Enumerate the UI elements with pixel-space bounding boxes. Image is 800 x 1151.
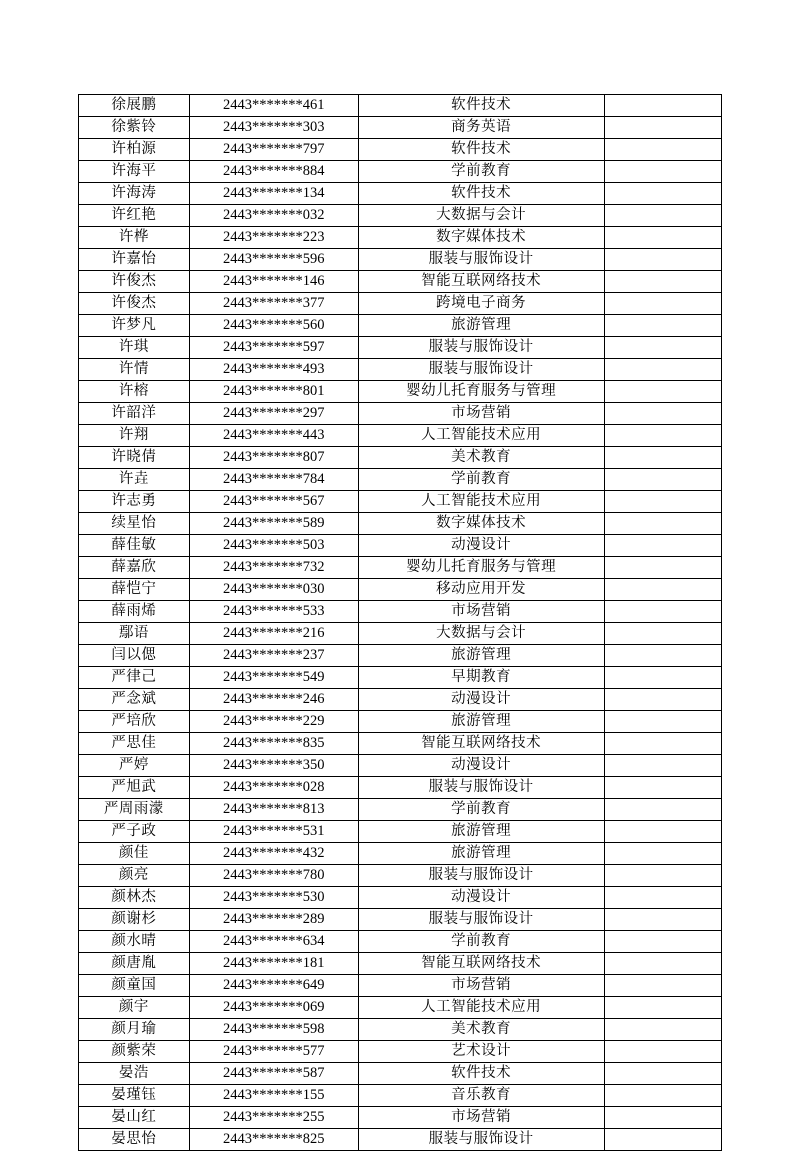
cell-id-number: 2443*******229 xyxy=(189,711,358,733)
cell-student-name: 许梦凡 xyxy=(79,315,190,337)
cell-major: 商务英语 xyxy=(358,117,604,139)
cell-id-number: 2443*******813 xyxy=(189,799,358,821)
cell-major: 服装与服饰设计 xyxy=(358,337,604,359)
cell-major: 数字媒体技术 xyxy=(358,227,604,249)
cell-note xyxy=(604,843,721,865)
cell-major: 动漫设计 xyxy=(358,887,604,909)
table-row xyxy=(79,645,722,667)
cell-student-name: 许翔 xyxy=(79,425,190,447)
cell-major: 旅游管理 xyxy=(358,711,604,733)
cell-id-number: 2443*******155 xyxy=(189,1085,358,1107)
cell-student-name: 颜谢杉 xyxy=(79,909,190,931)
cell-major: 婴幼儿托育服务与管理 xyxy=(358,557,604,579)
table-row xyxy=(79,1019,722,1041)
table-row xyxy=(79,887,722,909)
cell-id-number: 2443*******807 xyxy=(189,447,358,469)
cell-student-name: 颜宇 xyxy=(79,997,190,1019)
cell-note xyxy=(604,337,721,359)
cell-id-number: 2443*******589 xyxy=(189,513,358,535)
cell-major: 服装与服饰设计 xyxy=(358,359,604,381)
cell-id-number: 2443*******246 xyxy=(189,689,358,711)
cell-id-number: 2443*******350 xyxy=(189,755,358,777)
cell-id-number: 2443*******596 xyxy=(189,249,358,271)
cell-note xyxy=(604,557,721,579)
table-row xyxy=(79,513,722,535)
cell-major: 智能互联网络技术 xyxy=(358,953,604,975)
table-row xyxy=(79,733,722,755)
cell-note xyxy=(604,513,721,535)
cell-student-name: 鄢语 xyxy=(79,623,190,645)
cell-major: 服装与服饰设计 xyxy=(358,777,604,799)
cell-student-name: 许嘉怡 xyxy=(79,249,190,271)
cell-student-name: 晏山红 xyxy=(79,1107,190,1129)
cell-id-number: 2443*******289 xyxy=(189,909,358,931)
cell-student-name: 颜紫荣 xyxy=(79,1041,190,1063)
cell-id-number: 2443*******134 xyxy=(189,183,358,205)
cell-student-name: 许榕 xyxy=(79,381,190,403)
cell-note xyxy=(604,1107,721,1129)
cell-student-name: 颜唐胤 xyxy=(79,953,190,975)
cell-student-name: 许韶洋 xyxy=(79,403,190,425)
cell-note xyxy=(604,161,721,183)
cell-major: 智能互联网络技术 xyxy=(358,271,604,293)
cell-note xyxy=(604,667,721,689)
cell-student-name: 严子政 xyxy=(79,821,190,843)
cell-student-name: 许俊杰 xyxy=(79,293,190,315)
cell-note xyxy=(604,227,721,249)
cell-student-name: 薛嘉欣 xyxy=(79,557,190,579)
cell-major: 动漫设计 xyxy=(358,689,604,711)
cell-major: 大数据与会计 xyxy=(358,205,604,227)
table-row xyxy=(79,1107,722,1129)
cell-major: 市场营销 xyxy=(358,975,604,997)
cell-id-number: 2443*******531 xyxy=(189,821,358,843)
cell-major: 美术教育 xyxy=(358,1019,604,1041)
cell-note xyxy=(604,1019,721,1041)
roster-table-container xyxy=(78,94,722,1151)
cell-note xyxy=(604,887,721,909)
cell-student-name: 颜童国 xyxy=(79,975,190,997)
cell-id-number: 2443*******237 xyxy=(189,645,358,667)
cell-student-name: 晏瑾钰 xyxy=(79,1085,190,1107)
cell-note xyxy=(604,975,721,997)
cell-major: 动漫设计 xyxy=(358,755,604,777)
table-row xyxy=(79,711,722,733)
cell-note xyxy=(604,469,721,491)
cell-major: 旅游管理 xyxy=(358,821,604,843)
cell-id-number: 2443*******223 xyxy=(189,227,358,249)
cell-id-number: 2443*******780 xyxy=(189,865,358,887)
cell-major: 学前教育 xyxy=(358,931,604,953)
cell-id-number: 2443*******884 xyxy=(189,161,358,183)
cell-major: 学前教育 xyxy=(358,161,604,183)
cell-id-number: 2443*******549 xyxy=(189,667,358,689)
cell-student-name: 颜佳 xyxy=(79,843,190,865)
cell-note xyxy=(604,777,721,799)
cell-major: 旅游管理 xyxy=(358,645,604,667)
cell-id-number: 2443*******825 xyxy=(189,1129,358,1151)
cell-major: 服装与服饰设计 xyxy=(358,249,604,271)
cell-note xyxy=(604,689,721,711)
table-row xyxy=(79,821,722,843)
cell-major: 数字媒体技术 xyxy=(358,513,604,535)
table-row xyxy=(79,975,722,997)
table-row xyxy=(79,183,722,205)
cell-major: 移动应用开发 xyxy=(358,579,604,601)
cell-major: 服装与服饰设计 xyxy=(358,1129,604,1151)
cell-student-name: 晏浩 xyxy=(79,1063,190,1085)
cell-student-name: 许柏源 xyxy=(79,139,190,161)
roster-table-body xyxy=(79,95,722,1151)
cell-id-number: 2443*******577 xyxy=(189,1041,358,1063)
cell-student-name: 颜亮 xyxy=(79,865,190,887)
table-row xyxy=(79,931,722,953)
table-row xyxy=(79,601,722,623)
cell-student-name: 严培欣 xyxy=(79,711,190,733)
cell-id-number: 2443*******181 xyxy=(189,953,358,975)
cell-id-number: 2443*******461 xyxy=(189,95,358,117)
table-row xyxy=(79,667,722,689)
cell-id-number: 2443*******533 xyxy=(189,601,358,623)
table-row xyxy=(79,95,722,117)
cell-note xyxy=(604,1129,721,1151)
cell-major: 婴幼儿托育服务与管理 xyxy=(358,381,604,403)
cell-id-number: 2443*******069 xyxy=(189,997,358,1019)
table-row xyxy=(79,315,722,337)
cell-note xyxy=(604,821,721,843)
cell-major: 动漫设计 xyxy=(358,535,604,557)
cell-major: 学前教育 xyxy=(358,799,604,821)
table-row xyxy=(79,865,722,887)
table-row xyxy=(79,953,722,975)
cell-major: 人工智能技术应用 xyxy=(358,997,604,1019)
table-row xyxy=(79,491,722,513)
table-row xyxy=(79,161,722,183)
cell-id-number: 2443*******146 xyxy=(189,271,358,293)
cell-major: 软件技术 xyxy=(358,139,604,161)
cell-note xyxy=(604,997,721,1019)
cell-major: 服装与服饰设计 xyxy=(358,909,604,931)
cell-student-name: 续星怡 xyxy=(79,513,190,535)
table-row xyxy=(79,997,722,1019)
cell-note xyxy=(604,601,721,623)
table-row xyxy=(79,403,722,425)
cell-major: 早期教育 xyxy=(358,667,604,689)
table-row xyxy=(79,271,722,293)
table-row xyxy=(79,1085,722,1107)
cell-student-name: 严思佳 xyxy=(79,733,190,755)
cell-major: 美术教育 xyxy=(358,447,604,469)
cell-id-number: 2443*******797 xyxy=(189,139,358,161)
table-row xyxy=(79,381,722,403)
cell-major: 智能互联网络技术 xyxy=(358,733,604,755)
cell-major: 音乐教育 xyxy=(358,1085,604,1107)
cell-id-number: 2443*******503 xyxy=(189,535,358,557)
cell-student-name: 严旭武 xyxy=(79,777,190,799)
cell-major: 软件技术 xyxy=(358,183,604,205)
table-row xyxy=(79,139,722,161)
table-row xyxy=(79,579,722,601)
cell-id-number: 2443*******598 xyxy=(189,1019,358,1041)
cell-note xyxy=(604,535,721,557)
cell-student-name: 薛雨烯 xyxy=(79,601,190,623)
cell-note xyxy=(604,491,721,513)
cell-id-number: 2443*******784 xyxy=(189,469,358,491)
cell-id-number: 2443*******432 xyxy=(189,843,358,865)
table-row xyxy=(79,1041,722,1063)
cell-major: 旅游管理 xyxy=(358,315,604,337)
cell-id-number: 2443*******567 xyxy=(189,491,358,513)
cell-major: 大数据与会计 xyxy=(358,623,604,645)
cell-note xyxy=(604,425,721,447)
cell-note xyxy=(604,579,721,601)
cell-major: 旅游管理 xyxy=(358,843,604,865)
cell-note xyxy=(604,293,721,315)
cell-student-name: 徐紫铃 xyxy=(79,117,190,139)
table-row xyxy=(79,623,722,645)
cell-note xyxy=(604,117,721,139)
cell-id-number: 2443*******560 xyxy=(189,315,358,337)
cell-student-name: 严周雨濛 xyxy=(79,799,190,821)
cell-id-number: 2443*******732 xyxy=(189,557,358,579)
cell-note xyxy=(604,645,721,667)
table-row xyxy=(79,755,722,777)
cell-note xyxy=(604,403,721,425)
cell-note xyxy=(604,1041,721,1063)
table-row xyxy=(79,843,722,865)
cell-id-number: 2443*******028 xyxy=(189,777,358,799)
cell-student-name: 颜月瑜 xyxy=(79,1019,190,1041)
cell-note xyxy=(604,315,721,337)
table-row xyxy=(79,909,722,931)
cell-note xyxy=(604,1063,721,1085)
cell-note xyxy=(604,755,721,777)
cell-id-number: 2443*******801 xyxy=(189,381,358,403)
cell-student-name: 许晓倩 xyxy=(79,447,190,469)
cell-note xyxy=(604,1085,721,1107)
cell-note xyxy=(604,931,721,953)
cell-id-number: 2443*******634 xyxy=(189,931,358,953)
table-row xyxy=(79,337,722,359)
cell-id-number: 2443*******649 xyxy=(189,975,358,997)
table-row xyxy=(79,557,722,579)
cell-id-number: 2443*******303 xyxy=(189,117,358,139)
cell-student-name: 许海涛 xyxy=(79,183,190,205)
cell-student-name: 许垚 xyxy=(79,469,190,491)
cell-major: 市场营销 xyxy=(358,1107,604,1129)
cell-note xyxy=(604,183,721,205)
cell-id-number: 2443*******597 xyxy=(189,337,358,359)
table-row xyxy=(79,1063,722,1085)
cell-id-number: 2443*******530 xyxy=(189,887,358,909)
cell-note xyxy=(604,249,721,271)
cell-note xyxy=(604,95,721,117)
cell-student-name: 许海平 xyxy=(79,161,190,183)
table-row xyxy=(79,293,722,315)
cell-student-name: 许情 xyxy=(79,359,190,381)
cell-id-number: 2443*******030 xyxy=(189,579,358,601)
cell-major: 跨境电子商务 xyxy=(358,293,604,315)
cell-student-name: 颜水晴 xyxy=(79,931,190,953)
cell-major: 软件技术 xyxy=(358,95,604,117)
cell-note xyxy=(604,799,721,821)
cell-major: 学前教育 xyxy=(358,469,604,491)
cell-id-number: 2443*******835 xyxy=(189,733,358,755)
cell-note xyxy=(604,909,721,931)
table-row xyxy=(79,777,722,799)
cell-student-name: 徐展鹏 xyxy=(79,95,190,117)
cell-note xyxy=(604,271,721,293)
cell-id-number: 2443*******377 xyxy=(189,293,358,315)
cell-student-name: 严婷 xyxy=(79,755,190,777)
cell-note xyxy=(604,711,721,733)
cell-id-number: 2443*******297 xyxy=(189,403,358,425)
cell-major: 软件技术 xyxy=(358,1063,604,1085)
cell-note xyxy=(604,865,721,887)
table-row xyxy=(79,205,722,227)
cell-note xyxy=(604,359,721,381)
table-row xyxy=(79,425,722,447)
table-row xyxy=(79,689,722,711)
cell-note xyxy=(604,733,721,755)
cell-student-name: 严律己 xyxy=(79,667,190,689)
cell-student-name: 许桦 xyxy=(79,227,190,249)
table-row xyxy=(79,469,722,491)
cell-student-name: 薛佳敏 xyxy=(79,535,190,557)
cell-major: 艺术设计 xyxy=(358,1041,604,1063)
cell-student-name: 许琪 xyxy=(79,337,190,359)
cell-student-name: 许志勇 xyxy=(79,491,190,513)
cell-student-name: 晏思怡 xyxy=(79,1129,190,1151)
table-row xyxy=(79,249,722,271)
cell-major: 人工智能技术应用 xyxy=(358,425,604,447)
cell-student-name: 薛恺宁 xyxy=(79,579,190,601)
cell-note xyxy=(604,205,721,227)
cell-id-number: 2443*******255 xyxy=(189,1107,358,1129)
table-row xyxy=(79,799,722,821)
cell-note xyxy=(604,381,721,403)
table-row xyxy=(79,117,722,139)
cell-note xyxy=(604,139,721,161)
cell-id-number: 2443*******216 xyxy=(189,623,358,645)
cell-student-name: 许俊杰 xyxy=(79,271,190,293)
table-row xyxy=(79,1129,722,1151)
cell-note xyxy=(604,623,721,645)
roster-table xyxy=(78,94,722,1151)
cell-major: 市场营销 xyxy=(358,601,604,623)
cell-id-number: 2443*******443 xyxy=(189,425,358,447)
cell-major: 人工智能技术应用 xyxy=(358,491,604,513)
cell-student-name: 严念斌 xyxy=(79,689,190,711)
table-row xyxy=(79,447,722,469)
table-row xyxy=(79,535,722,557)
cell-major: 服装与服饰设计 xyxy=(358,865,604,887)
cell-student-name: 许红艳 xyxy=(79,205,190,227)
cell-student-name: 闫以偲 xyxy=(79,645,190,667)
cell-id-number: 2443*******587 xyxy=(189,1063,358,1085)
cell-note xyxy=(604,953,721,975)
cell-note xyxy=(604,447,721,469)
cell-major: 市场营销 xyxy=(358,403,604,425)
cell-student-name: 颜林杰 xyxy=(79,887,190,909)
cell-id-number: 2443*******493 xyxy=(189,359,358,381)
table-row xyxy=(79,227,722,249)
table-row xyxy=(79,359,722,381)
cell-id-number: 2443*******032 xyxy=(189,205,358,227)
